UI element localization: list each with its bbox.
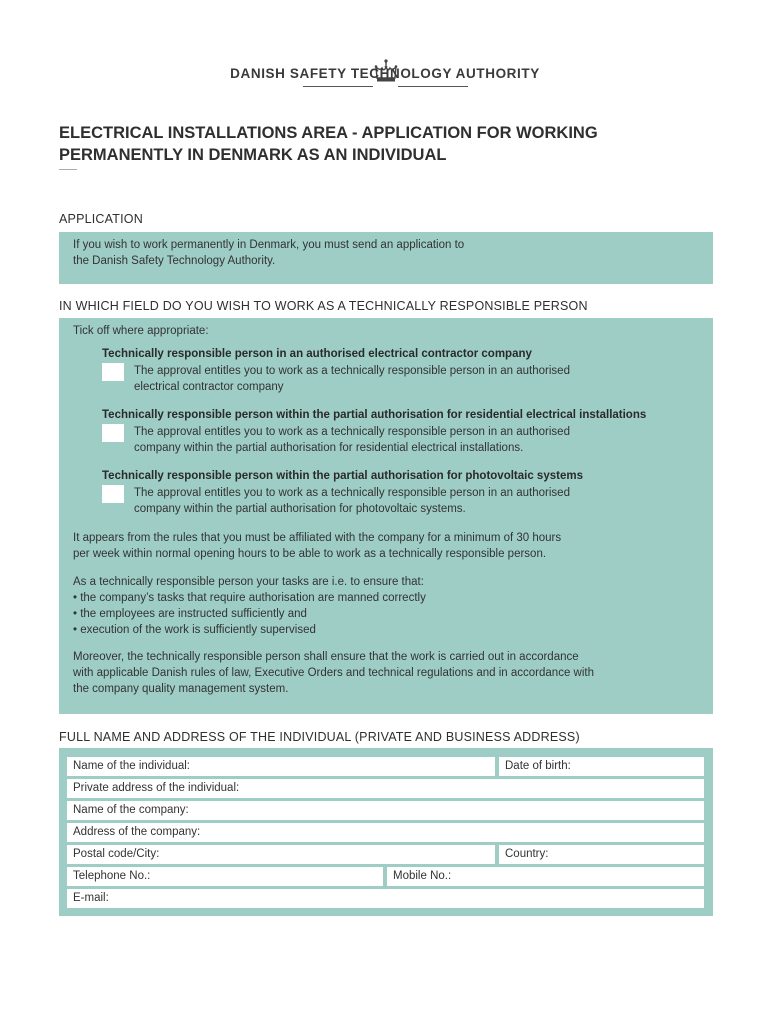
option-title-photovoltaic: Technically responsible person within the partial authorisation for photovoltaic systems (102, 470, 583, 482)
company-address-field[interactable]: Address of the company: (67, 823, 704, 842)
option-desc-residential-1: The approval entitles you to work as a technically responsible person in an authorised (134, 426, 570, 438)
title-line-1: ELECTRICAL INSTALLATIONS AREA - APPLICATION FOR WORKING (59, 124, 598, 142)
field-heading: IN WHICH FIELD DO YOU WISH TO WORK AS A TECHNICALLY RESPONSIBLE PERSON (59, 299, 588, 313)
checkbox-residential[interactable] (102, 424, 124, 442)
tasks-bullet-2: • the employees are instructed sufficiently and (73, 608, 307, 620)
email-field[interactable]: E-mail: (67, 889, 704, 908)
compliance-paragraph-line-3: the company quality management system. (73, 683, 289, 695)
application-text (73, 237, 693, 269)
logo-rule-right (398, 86, 468, 87)
individual-name-field[interactable]: Name of the individual: (67, 757, 495, 776)
org-name: DANISH SAFETY TECHNOLOGY AUTHORITY (230, 66, 540, 81)
option-desc-photovoltaic-1: The approval entitles you to work as a technically responsible person in an authorised (134, 487, 570, 499)
company-name-field[interactable]: Name of the company: (67, 801, 704, 820)
postal-city-field[interactable]: Postal code/City: (67, 845, 495, 864)
option-title-contractor: Technically responsible person in an authorised electrical contractor company (102, 348, 532, 360)
option-desc-photovoltaic-2: company within the partial authorisation for photovoltaic systems. (134, 503, 466, 515)
hours-paragraph-line-1: It appears from the rules that you must be affiliated with the company for a minimum of 30 hours (73, 532, 562, 544)
mobile-field[interactable]: Mobile No.: (387, 867, 704, 886)
option-desc-residential-2: company within the partial authorisation for residential electrical installations. (134, 442, 524, 454)
title-line-2: PERMANENTLY IN DENMARK AS AN INDIVIDUAL (59, 146, 447, 164)
application-line-2: the Danish Safety Technology Authority. (73, 255, 276, 267)
logo-rule-left (303, 86, 373, 87)
header-logo (0, 28, 770, 88)
identity-heading: FULL NAME AND ADDRESS OF THE INDIVIDUAL (PRIVATE AND BUSINESS ADDRESS) (59, 730, 580, 744)
tasks-bullet-1: • the company’s tasks that require authorisation are manned correctly (73, 592, 426, 604)
checkbox-contractor[interactable] (102, 363, 124, 381)
application-line-1: If you wish to work permanently in Denmark, you must send an application to (73, 239, 465, 251)
telephone-field[interactable]: Telephone No.: (67, 867, 383, 886)
page-title (59, 122, 699, 166)
application-heading: APPLICATION (59, 212, 143, 226)
compliance-paragraph-line-1: Moreover, the technically responsible person shall ensure that the work is carried out in accordance (73, 651, 579, 663)
option-title-residential: Technically responsible person within the partial authorisation for residential electrical installations (102, 409, 647, 421)
tasks-bullet-3: • execution of the work is sufficiently supervised (73, 624, 316, 636)
field-instruction: Tick off where appropriate: (73, 325, 209, 337)
private-address-field[interactable]: Private address of the individual: (67, 779, 704, 798)
option-desc-contractor-1: The approval entitles you to work as a technically responsible person in an authorised (134, 365, 570, 377)
option-desc-contractor-2: electrical contractor company (134, 381, 284, 393)
country-field[interactable]: Country: (499, 845, 704, 864)
compliance-paragraph-line-2: with applicable Danish rules of law, Executive Orders and technical regulations and in accordance with (73, 667, 594, 679)
title-divider (59, 169, 77, 170)
identity-panel (59, 748, 713, 916)
date-of-birth-field[interactable]: Date of birth: (499, 757, 704, 776)
hours-paragraph-line-2: per week within normal opening hours to be able to work as a technically responsible person. (73, 548, 547, 560)
application-panel (59, 232, 713, 284)
checkbox-photovoltaic[interactable] (102, 485, 124, 503)
field-panel (59, 318, 713, 714)
tasks-intro: As a technically responsible person your tasks are i.e. to ensure that: (73, 576, 424, 588)
